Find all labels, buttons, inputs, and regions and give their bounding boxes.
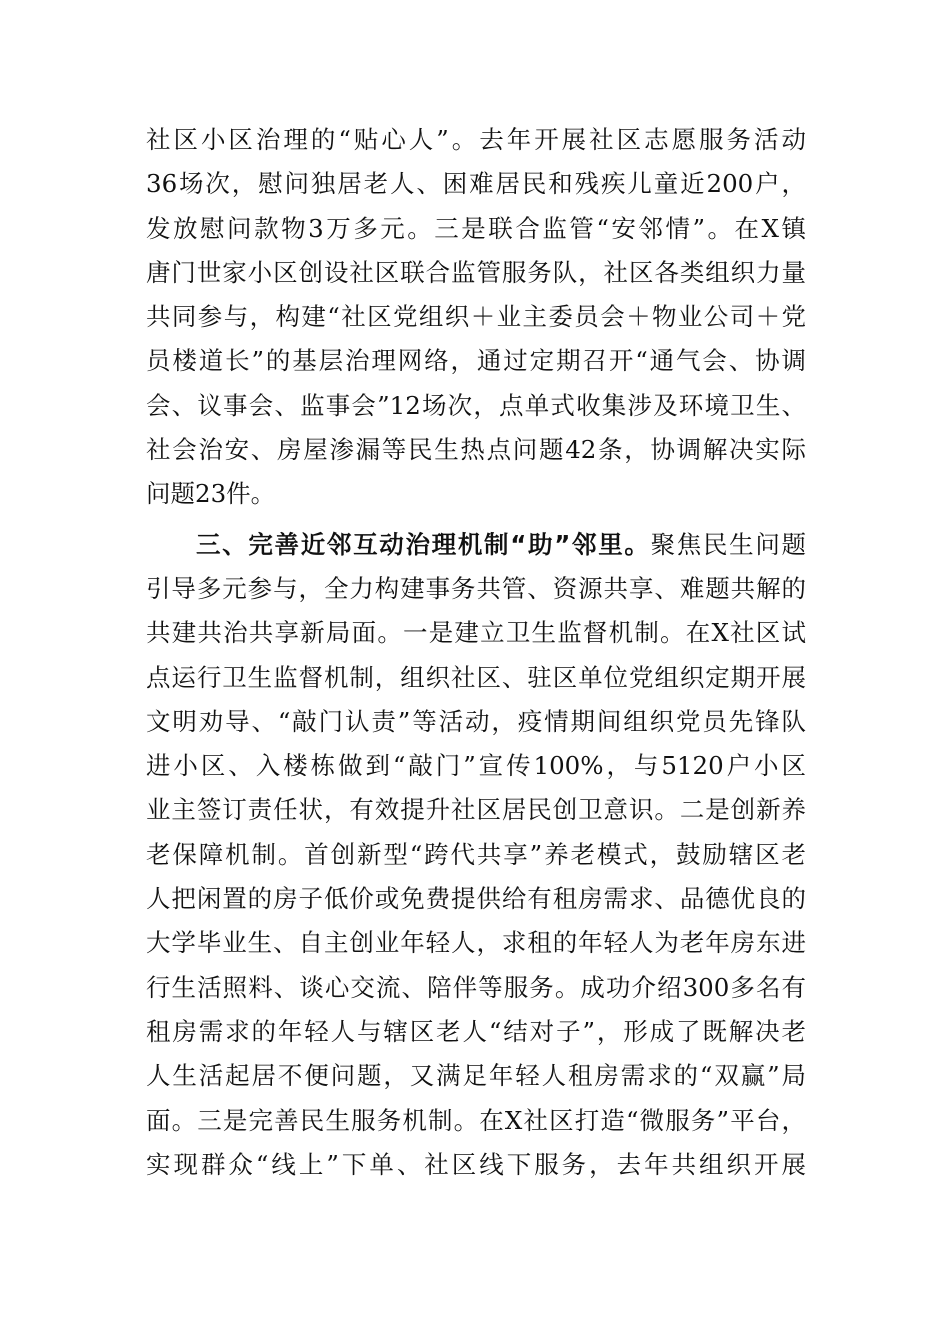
document-page	[146, 118, 806, 1187]
text-line: 共建共治共享新局面。一是建立卫生监督机制。在X社区试	[146, 618, 806, 648]
text-line: 员楼道长”的基层治理网络，通过定期召开“通气会、协调	[146, 346, 806, 376]
text-line: 租房需求的年轻人与辖区老人“结对子”，形成了既解决老	[146, 1016, 806, 1046]
text-line: 进小区、入楼栋做到“敲门”宣传100%，与5120户小区	[146, 751, 806, 781]
paragraph-1	[146, 118, 806, 517]
section-heading: 三、完善近邻互动治理机制“助”邻里。	[196, 529, 651, 559]
text-line: 36场次，慰问独居老人、困难居民和残疾儿童近200户，	[146, 169, 806, 199]
text-line: 发放慰问款物3万多元。三是联合监管“安邻情”。在X镇	[146, 213, 806, 243]
text-line: 人生活起居不便问题，又满足年轻人租房需求的“双赢”局	[146, 1061, 806, 1091]
text-line: 问题23件。	[146, 479, 276, 509]
text-line: 点运行卫生监督机制，组织社区、驻区单位党组织定期开展	[146, 662, 806, 692]
paragraph-2	[146, 523, 806, 1187]
text-line: 文明劝导、“敲门认责”等活动，疫情期间组织党员先锋队	[146, 706, 806, 736]
text-line: 面。三是完善民生服务机制。在X社区打造“微服务”平台，	[146, 1105, 806, 1135]
text-line: 共同参与，构建“社区党组织＋业主委员会＋物业公司＋党	[146, 302, 806, 332]
text-line: 大学毕业生、自主创业年轻人，求租的年轻人为老年房东进	[146, 928, 806, 958]
text-line: 实现群众“线上”下单、社区线下服务，去年共组织开展	[146, 1149, 806, 1179]
text-line: 业主签订责任状，有效提升社区居民创卫意识。二是创新养	[146, 795, 806, 825]
text-line: 社会治安、房屋渗漏等民生热点问题42条，协调解决实际	[146, 435, 806, 465]
text-line: 会、议事会、监事会”12场次，点单式收集涉及环境卫生、	[146, 390, 806, 420]
section-heading-line	[146, 523, 806, 567]
text-line: 人把闲置的房子低价或免费提供给有租房需求、品德优良的	[146, 884, 806, 914]
text-line: 行生活照料、谈心交流、陪伴等服务。成功介绍300多名有	[146, 972, 806, 1002]
text-span: 聚焦民生问题	[650, 529, 807, 559]
text-line: 唐门世家小区创设社区联合监管服务队，社区各类组织力量	[146, 257, 806, 287]
text-line: 社区小区治理的“贴心人”。去年开展社区志愿服务活动	[146, 125, 806, 154]
text-line: 老保障机制。首创新型“跨代共享”养老模式，鼓励辖区老	[146, 839, 806, 869]
text-line: 引导多元参与，全力构建事务共管、资源共享、难题共解的	[146, 573, 806, 603]
